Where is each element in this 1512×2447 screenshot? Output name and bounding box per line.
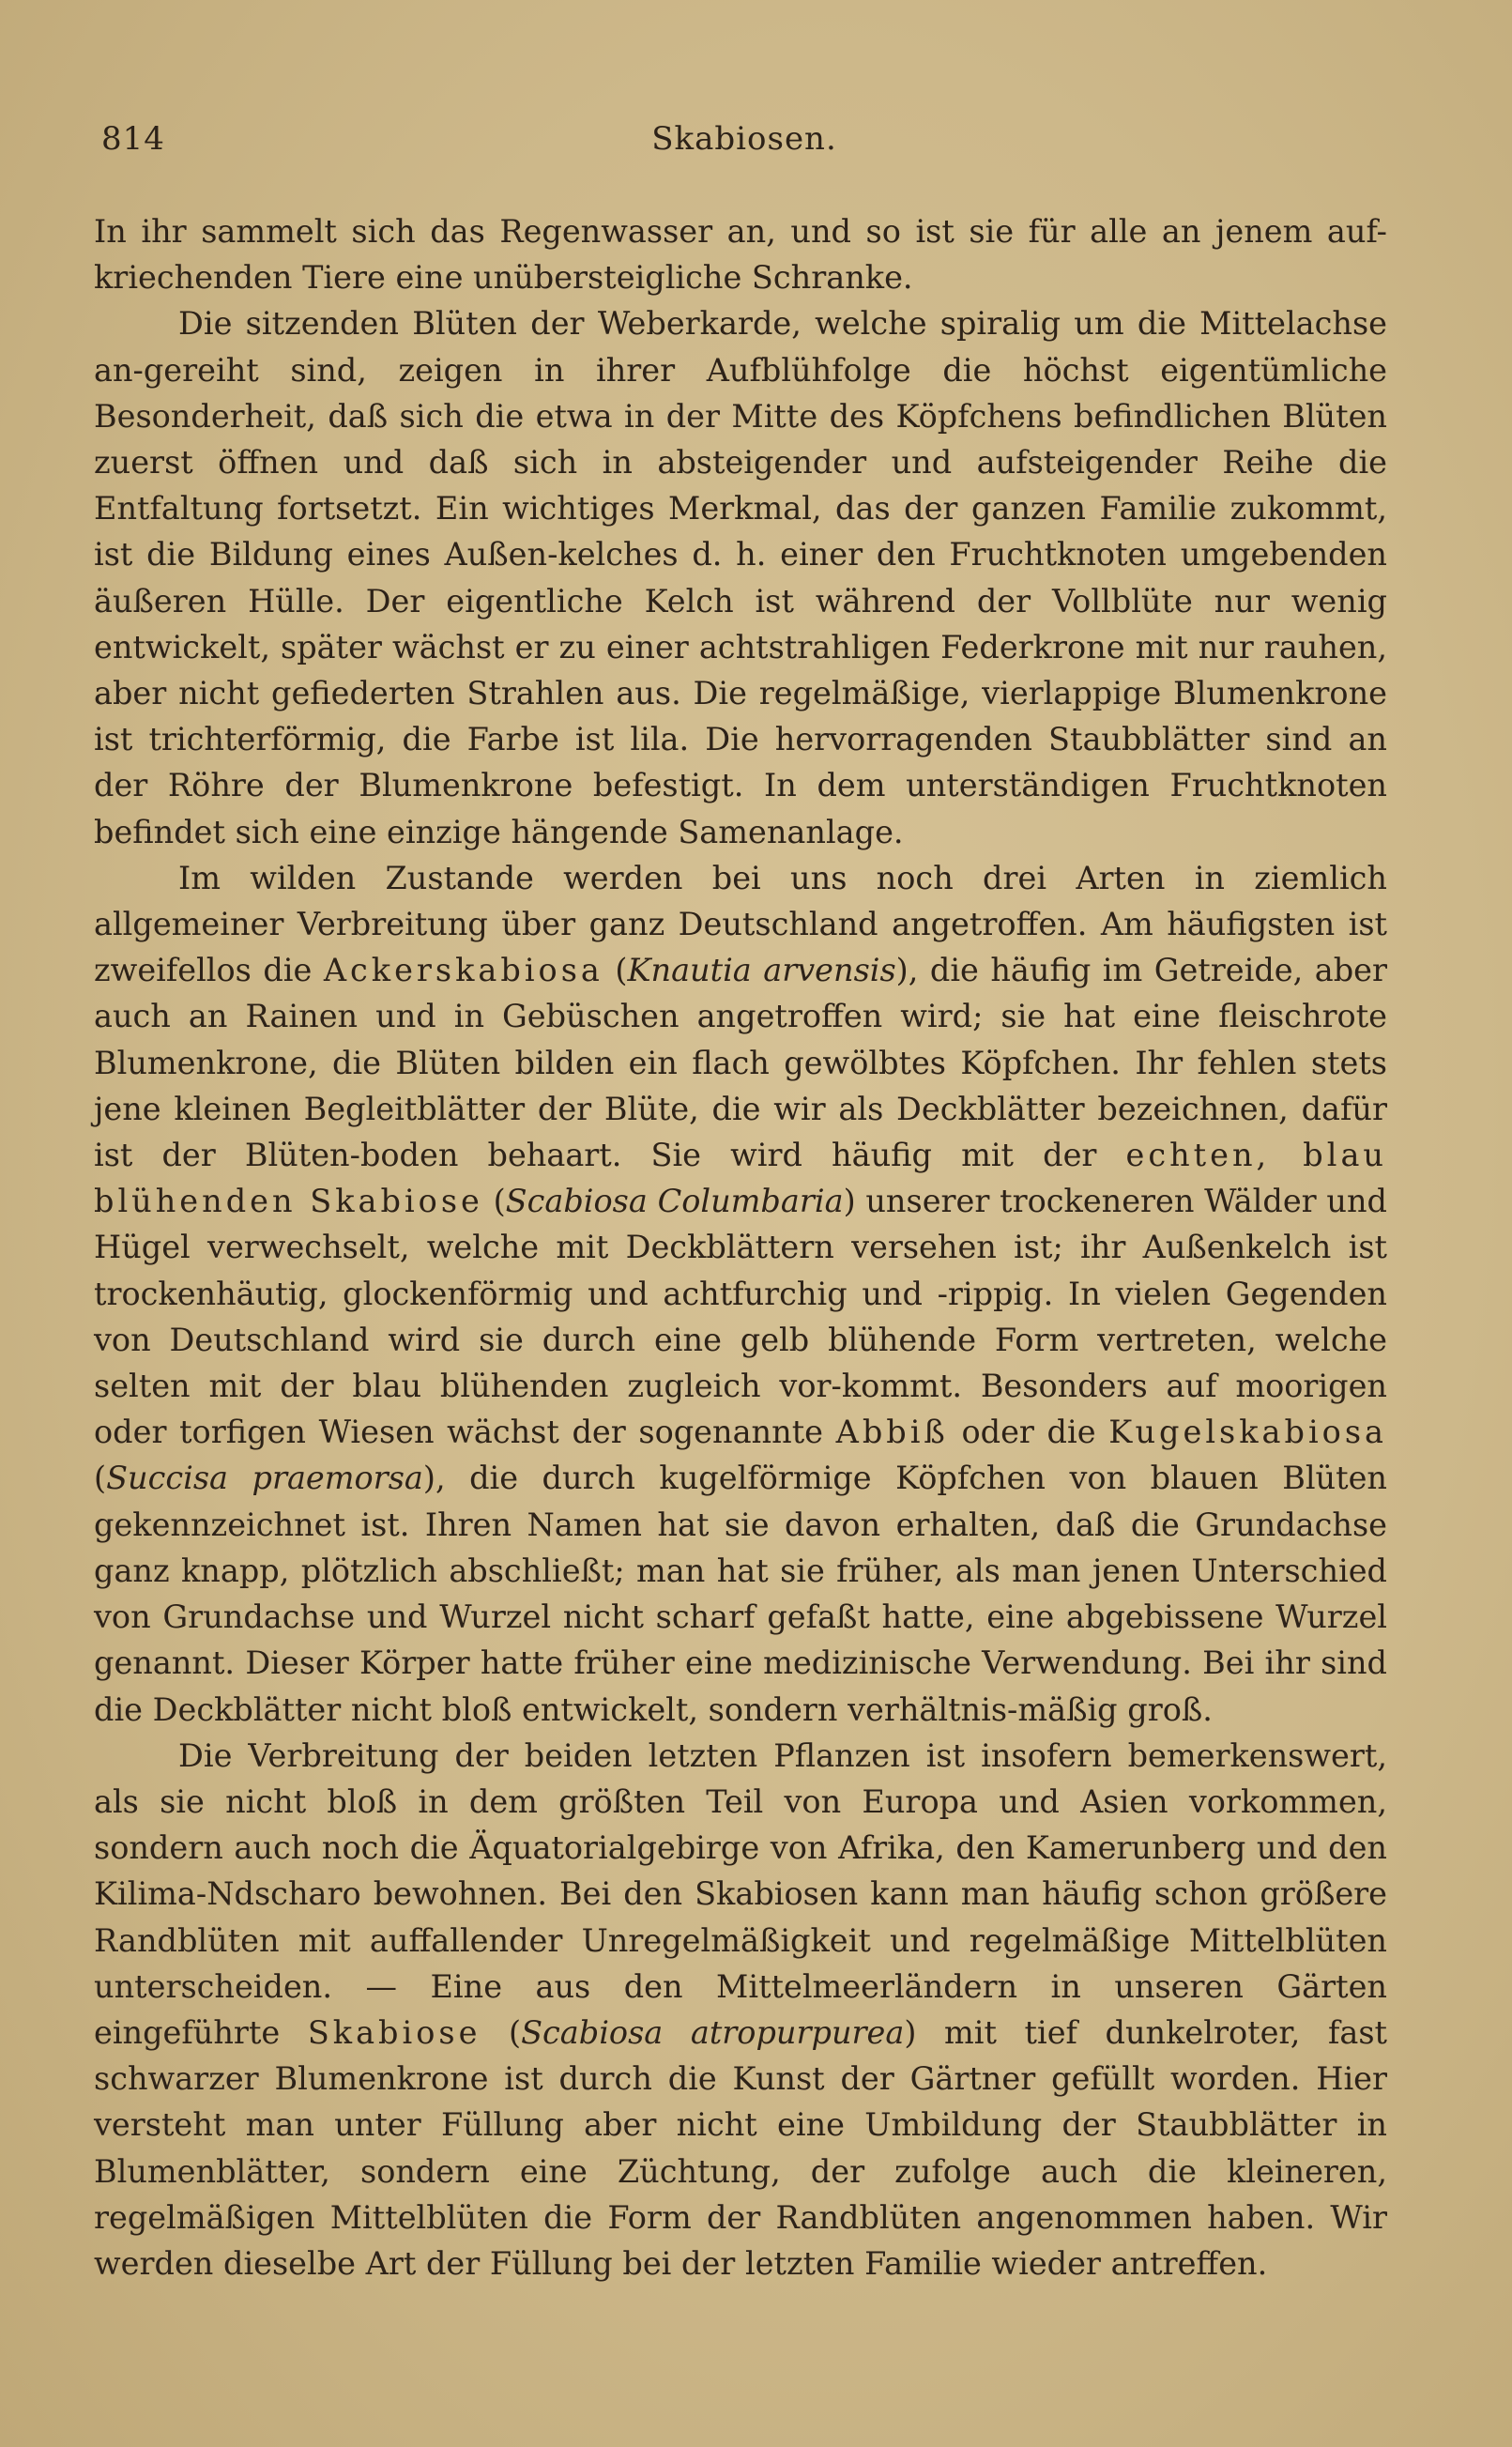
emphasized-term: Skabiose: [307, 2013, 481, 2051]
species-name: Scabiosa atropurpurea: [521, 2013, 905, 2051]
text-run: Die Verbreitung der beiden letzten Pflanzen ist insofern bemerkenswert, als sie nicht bloß in dem größten Teil von Europa und Asien vorkommen, sondern auch noch die Äquatorialgebirge von Afrika, den Kamerunberg und den Kilima-Ndscharo bewohnen. Bei den Skabiosen kann man häufig schon größere Randblüten mit auffallender Unregelmäßigkeit und regelmäßige Mittelblüten unterscheiden. — Eine aus den Mittelmeerländern in unseren Gärten eingeführte: [94, 1736, 1387, 2051]
emphasized-term: Abbiß: [835, 1414, 949, 1451]
paragraph: [94, 208, 1387, 300]
text-run: Die sitzenden Blüten der Weberkarde, welche spiralig um die Mittelachse an-gereiht sind, zeigen in ihrer Aufblühfolge die höchst eigentümliche Besonderheit, daß sich die etwa in der Mitte des Köpfchens befindlichen Blüten zuerst öffnen und daß sich in absteigender und aufsteigender Reihe die Entfaltung fortsetzt. Ein wichtiges Merkmal, das der ganzen Familie zukommt, ist die Bildung eines Außen-kelches d. h. einer den Fruchtknoten umgebenden äußeren Hülle. Der eigentliche Kelch ist während der Vollblüte nur wenig entwickelt, später wächst er zu einer achtstrahligen Federkrone mit nur rauhen, aber nicht gefiederten Strahlen aus. Die regelmäßige, vierlappige Blumenkrone ist trichterförmig, die Farbe ist lila. Die hervorragenden Staubblätter sind an der Röhre der Blumenkrone befestigt. In dem unterständigen Fruchtknoten befindet sich eine einzige hängende Samenanlage.: [94, 305, 1387, 850]
emphasized-term: Kugelskabiosa: [1108, 1414, 1387, 1451]
paragraph: [94, 300, 1387, 854]
text-run: (: [482, 1183, 506, 1220]
species-name: Scabiosa Columbaria: [505, 1183, 844, 1220]
emphasized-term: echten, blau blühenden Skabiose: [94, 1137, 1387, 1220]
page-header: [101, 120, 1387, 167]
text-run: oder die: [948, 1414, 1109, 1451]
text-run: ) unserer trockeneren Wälder und Hügel verwechselt, welche mit Deckblättern versehen ist; ihr Außenkelch ist trockenhäutig, glockenförmig und achtfurchig und -rippig. In vielen Gegenden von Deutschland wird sie durch eine gelb blühende Form vertreten, welche selten mit der blau blühenden zugleich vor-kommt. Besonders auf moorigen oder torfigen Wiesen wächst der sogenannte: [94, 1183, 1388, 1451]
emphasized-term: Ackerskabiosa: [323, 952, 603, 989]
text-run: (: [94, 1460, 107, 1497]
species-name: Succisa praemorsa: [106, 1460, 423, 1497]
text-run: In ihr sammelt sich das Regenwasser an, und so ist sie für alle an jenem auf-kriechenden Tiere eine unübersteigliche Schranke.: [94, 213, 1387, 297]
paragraph: [94, 855, 1387, 1733]
text-run: ), die durch kugelförmige Köpfchen von blauen Blüten gekennzeichnet ist. Ihren Namen hat sie davon erhalten, daß die Grundachse ganz knapp, plötzlich abschließt; man hat sie früher, als man jenen Unterschied von Grundachse und Wurzel nicht scharf gefaßt hatte, eine abgebissene Wurzel genannt. Dieser Körper hatte früher eine medizinische Verwendung. Bei ihr sind die Deckblätter nicht bloß entwickelt, sondern verhältnis-mäßig groß.: [94, 1460, 1387, 1728]
text-run: (: [603, 952, 628, 989]
paragraph: [94, 1733, 1387, 2286]
running-head: Skabiosen.: [651, 120, 837, 158]
text-run: ) mit tief dunkelroter, fast schwarzer Blumenkrone ist durch die Kunst der Gärtner gefüllt worden. Hier versteht man unter Füllung aber nicht eine Umbildung der Staubblätter in Blumenblätter, sondern eine Züchtung, der zufolge auch die kleineren, regelmäßigen Mittelblüten die Form der Randblüten angenommen haben. Wir werden dieselbe Art der Füllung bei der letzten Familie wieder antreffen.: [94, 2013, 1388, 2282]
body-text: [94, 208, 1387, 2286]
text-run: Im wilden Zustande werden bei uns noch drei Arten in ziemlich allgemeiner Verbreitung über ganz Deutschland angetroffen. Am häufigsten ist zweifellos die: [94, 859, 1387, 989]
text-run: ), die häufig im Getreide, aber auch an Rainen und in Gebüschen angetroffen wird; sie hat eine fleischrote Blumenkrone, die Blüten bilden ein flach gewölbtes Köpfchen. Ihr fehlen stets jene kleinen Begleitblätter der Blüte, die wir als Deckblätter bezeichnen, dafür ist der Blüten-boden behaart. Sie wird häufig mit der: [94, 952, 1387, 1174]
text-run: (: [481, 2013, 522, 2051]
page-number: 814: [101, 120, 165, 158]
species-name: Knautia arvensis: [627, 952, 896, 989]
